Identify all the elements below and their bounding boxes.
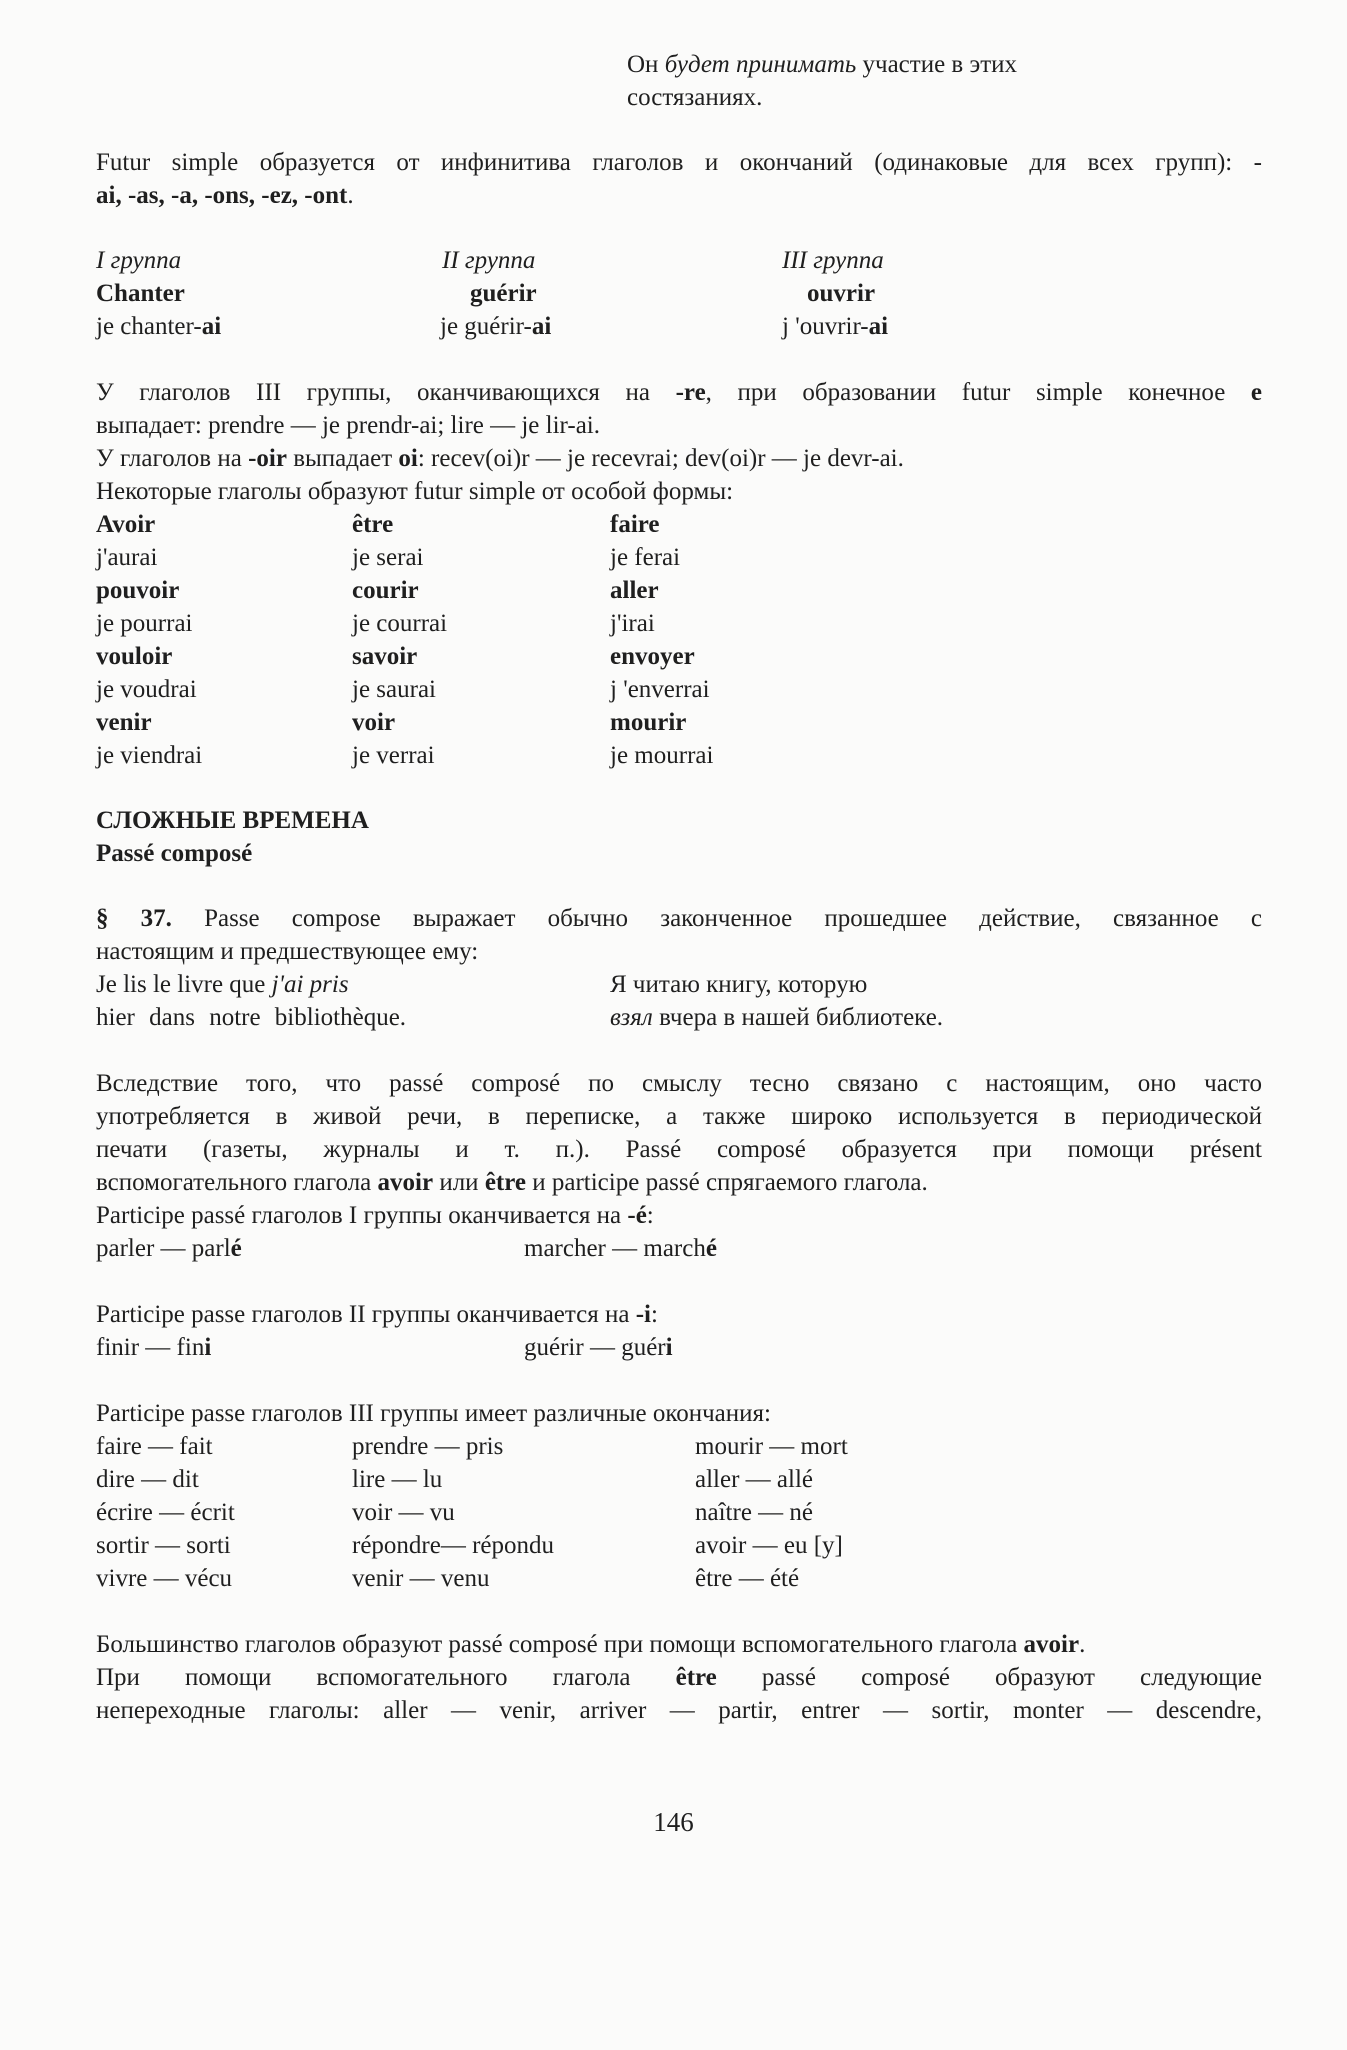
group-verb: ouvrir bbox=[807, 280, 876, 307]
table-cell: je verrai bbox=[352, 742, 435, 769]
table-cell: je serai bbox=[352, 544, 424, 571]
group-form: j 'ouvrir-ai bbox=[782, 313, 889, 340]
table-cell: vouloir bbox=[96, 643, 173, 670]
example-russian: Я читаю книгу, которую bbox=[610, 971, 868, 998]
table-cell: mourir bbox=[610, 709, 687, 736]
table-cell: venir bbox=[96, 709, 152, 736]
participle-example: marcher — marché bbox=[524, 1235, 717, 1262]
table-cell: aller — allé bbox=[695, 1466, 813, 1493]
table-cell: envoyer bbox=[610, 643, 695, 670]
table-cell: vivre — vécu bbox=[96, 1565, 233, 1592]
table-cell: lire — lu bbox=[352, 1466, 443, 1493]
table-cell: voir bbox=[352, 709, 396, 736]
table-cell: je ferai bbox=[610, 544, 681, 571]
example-french: hier dans notre bibliothèque. bbox=[96, 1004, 407, 1031]
participle-example: parler — parlé bbox=[96, 1235, 242, 1262]
table-cell: je courrai bbox=[352, 610, 448, 637]
rule-oir-line: У глаголов на -oir выпадает oi: recev(oi)r — je recevrai; dev(oi)r — je devr-ai. bbox=[96, 445, 904, 472]
futur-endings: ai, -as, -a, -ons, -ez, -ont. bbox=[96, 182, 354, 209]
usage-line: вспомогательного глагола avoir или être и participe passé спрягаемого глагола. bbox=[96, 1169, 928, 1196]
closing-line: Большинство глаголов образуют passé composé при помощи вспомогательного глагола avoir. bbox=[96, 1631, 1086, 1658]
participle-g2-intro: Participe passe глаголов II группы оканчивается на -i: bbox=[96, 1301, 658, 1328]
group-title: I группа bbox=[96, 247, 182, 274]
table-cell: voir — vu bbox=[352, 1499, 455, 1526]
table-cell: sortir — sorti bbox=[96, 1532, 231, 1559]
group-verb: Chanter bbox=[96, 280, 185, 307]
example-russian: взял вчера в нашей библиотеке. bbox=[610, 1004, 944, 1031]
table-cell: être bbox=[352, 511, 394, 538]
futur-intro-line: Futur simple образуется от инфинитива глаголов и окончаний (одинаковые для всех групп): - bbox=[96, 149, 1262, 176]
table-cell: mourir — mort bbox=[695, 1433, 848, 1460]
table-cell: prendre — pris bbox=[352, 1433, 504, 1460]
section-subheading: Passé composé bbox=[96, 840, 253, 867]
rule-special-intro: Некоторые глаголы образуют futur simple от особой формы: bbox=[96, 478, 734, 505]
table-cell: dire — dit bbox=[96, 1466, 199, 1493]
group-title: II группа bbox=[442, 247, 536, 274]
table-cell: savoir bbox=[352, 643, 418, 670]
header-example-line: Он будет принимать участие в этих bbox=[627, 51, 1018, 78]
table-cell: j'irai bbox=[610, 610, 655, 637]
para37-line: настоящим и предшествующее ему: bbox=[96, 938, 479, 965]
participle-example: finir — fini bbox=[96, 1334, 212, 1361]
table-cell: venir — venu bbox=[352, 1565, 490, 1592]
rule-re-line: выпадает: prendre — je prendr-ai; lire — je lir-ai. bbox=[96, 412, 600, 439]
para37-line: § 37. Passe compose выражает обычно законченное прошедшее действие, связанное с bbox=[96, 905, 1263, 932]
table-cell: pouvoir bbox=[96, 577, 180, 604]
participle-g3-intro: Participe passe глаголов III группы имеет различные окончания: bbox=[96, 1400, 771, 1427]
section-heading: СЛОЖНЫЕ ВРЕМЕНА bbox=[96, 807, 369, 834]
table-cell: être — été bbox=[695, 1565, 800, 1592]
table-cell: aller bbox=[610, 577, 659, 604]
table-cell: je mourrai bbox=[610, 742, 714, 769]
group-form: je guérir-ai bbox=[440, 313, 552, 340]
closing-line: При помощи вспомогательного глагола être passé composé образуют следующие bbox=[96, 1664, 1262, 1691]
table-cell: j'aurai bbox=[96, 544, 158, 571]
table-cell: Avoir bbox=[96, 511, 156, 538]
rule-re-line: У глаголов III группы, оканчивающихся на -re, при образовании futur simple конечное e bbox=[96, 379, 1263, 406]
page-number: 146 bbox=[653, 1807, 694, 1837]
table-cell: faire bbox=[610, 511, 660, 538]
usage-line: печати (газеты, журналы и т. п.). Passé composé образуется при помощи présent bbox=[96, 1136, 1262, 1163]
header-example-line: состязаниях. bbox=[627, 84, 763, 111]
table-cell: je saurai bbox=[352, 676, 436, 703]
table-cell: je voudrai bbox=[96, 676, 197, 703]
table-cell: naître — né bbox=[695, 1499, 814, 1526]
table-cell: avoir — eu [y] bbox=[695, 1532, 843, 1559]
table-cell: écrire — écrit bbox=[96, 1499, 235, 1526]
participle-g1-intro: Participe passé глаголов I группы оканчивается на -é: bbox=[96, 1202, 654, 1229]
usage-line: Вследствие того, что passé composé по смыслу тесно связано с настоящим, оно часто bbox=[96, 1070, 1262, 1097]
usage-line: употребляется в живой речи, в переписке, а также широко используется в периодической bbox=[96, 1103, 1262, 1130]
group-verb: guérir bbox=[470, 280, 537, 307]
table-cell: je viendrai bbox=[96, 742, 203, 769]
group-form: je chanter-ai bbox=[96, 313, 222, 340]
table-cell: répondre— répondu bbox=[352, 1532, 555, 1559]
table-cell: j 'enverrai bbox=[610, 676, 710, 703]
closing-line: непереходные глаголы: aller — venir, arriver — partir, entrer — sortir, monter — descendre, bbox=[96, 1697, 1262, 1724]
table-cell: faire — fait bbox=[96, 1433, 213, 1460]
table-cell: courir bbox=[352, 577, 419, 604]
participle-example: guérir — guéri bbox=[524, 1334, 673, 1361]
example-french: Je lis le livre que j'ai pris bbox=[96, 971, 349, 998]
group-title: III группа bbox=[782, 247, 884, 274]
table-cell: je pourrai bbox=[96, 610, 193, 637]
